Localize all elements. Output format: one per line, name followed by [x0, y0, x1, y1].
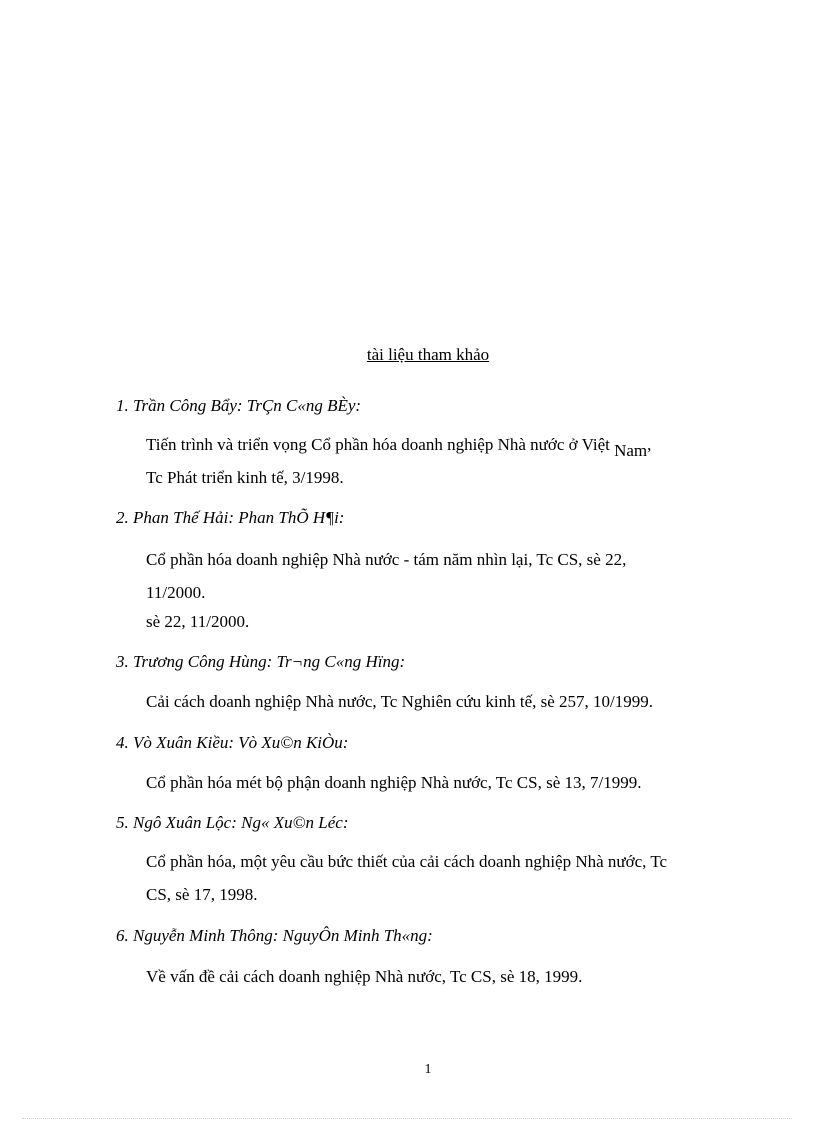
reference-line: Cải cách doanh nghiệp Nhà nước, Tc Nghiên cứu kinh tế, sè 257, 10/1999.: [146, 692, 653, 711]
reference-line: Cổ phần hóa, một yêu cầu bức thiết của cải cách doanh nghiệp Nhà nước, Tc: [146, 852, 668, 871]
reference-body-4: [146, 766, 641, 799]
reference-author-1: 1. Trần Công Bẩy: TrÇn C«ng BÈy:: [116, 396, 362, 415]
reference-line: sè 22, 11/2000.: [146, 612, 250, 631]
page-number: 1: [424, 1062, 432, 1077]
reference-body-3: [146, 685, 653, 718]
page-title: tài liệu tham khảo: [366, 345, 490, 364]
reference-text: Tiến trình và triển vọng Cổ phần hóa doanh nghiệp Nhà nước ở Việt: [146, 435, 615, 454]
reference-line: Tc Phát triển kinh tế, 3/1998.: [146, 468, 344, 487]
reference-body-6: [146, 960, 582, 993]
reference-author-4: 4. Vò Xuân Kiều: Vò Xu©n KiÒu:: [116, 733, 349, 752]
reference-body-1: [146, 428, 651, 494]
reference-line: CS, sè 17, 1998.: [146, 885, 258, 904]
reference-line: 11/2000.: [146, 583, 206, 602]
page-bottom-divider: [22, 1118, 792, 1119]
reference-author-5: 5. Ngô Xuân Lộc: Ng« Xu©n Léc:: [116, 813, 349, 832]
reference-author-2: 2. Phan Thế Hải: Phan ThÕ H¶i:: [116, 508, 345, 527]
reference-line: Cổ phần hóa mét bộ phận doanh nghiệp Nhà nước, Tc CS, sè 13, 7/1999.: [146, 773, 642, 792]
reference-line: Cổ phần hóa doanh nghiệp Nhà nước - tám năm nhìn lại, Tc CS, sè 22,: [146, 550, 627, 569]
reference-text: ,: [647, 435, 652, 454]
reference-author-3: 3. Trương Công Hùng: Tr¬ng C«ng Hïng:: [116, 652, 406, 671]
reference-text: Nam: [614, 441, 648, 460]
reference-line: Về vấn đề cải cách doanh nghiệp Nhà nước, Tc CS, sè 18, 1999.: [146, 967, 583, 986]
reference-body-5: [146, 845, 667, 911]
reference-line: [146, 428, 651, 461]
reference-author-6: 6. Nguyễn Minh Thông: NguyÔn Minh Th«ng:: [116, 926, 433, 945]
reference-body-2: [146, 543, 626, 638]
